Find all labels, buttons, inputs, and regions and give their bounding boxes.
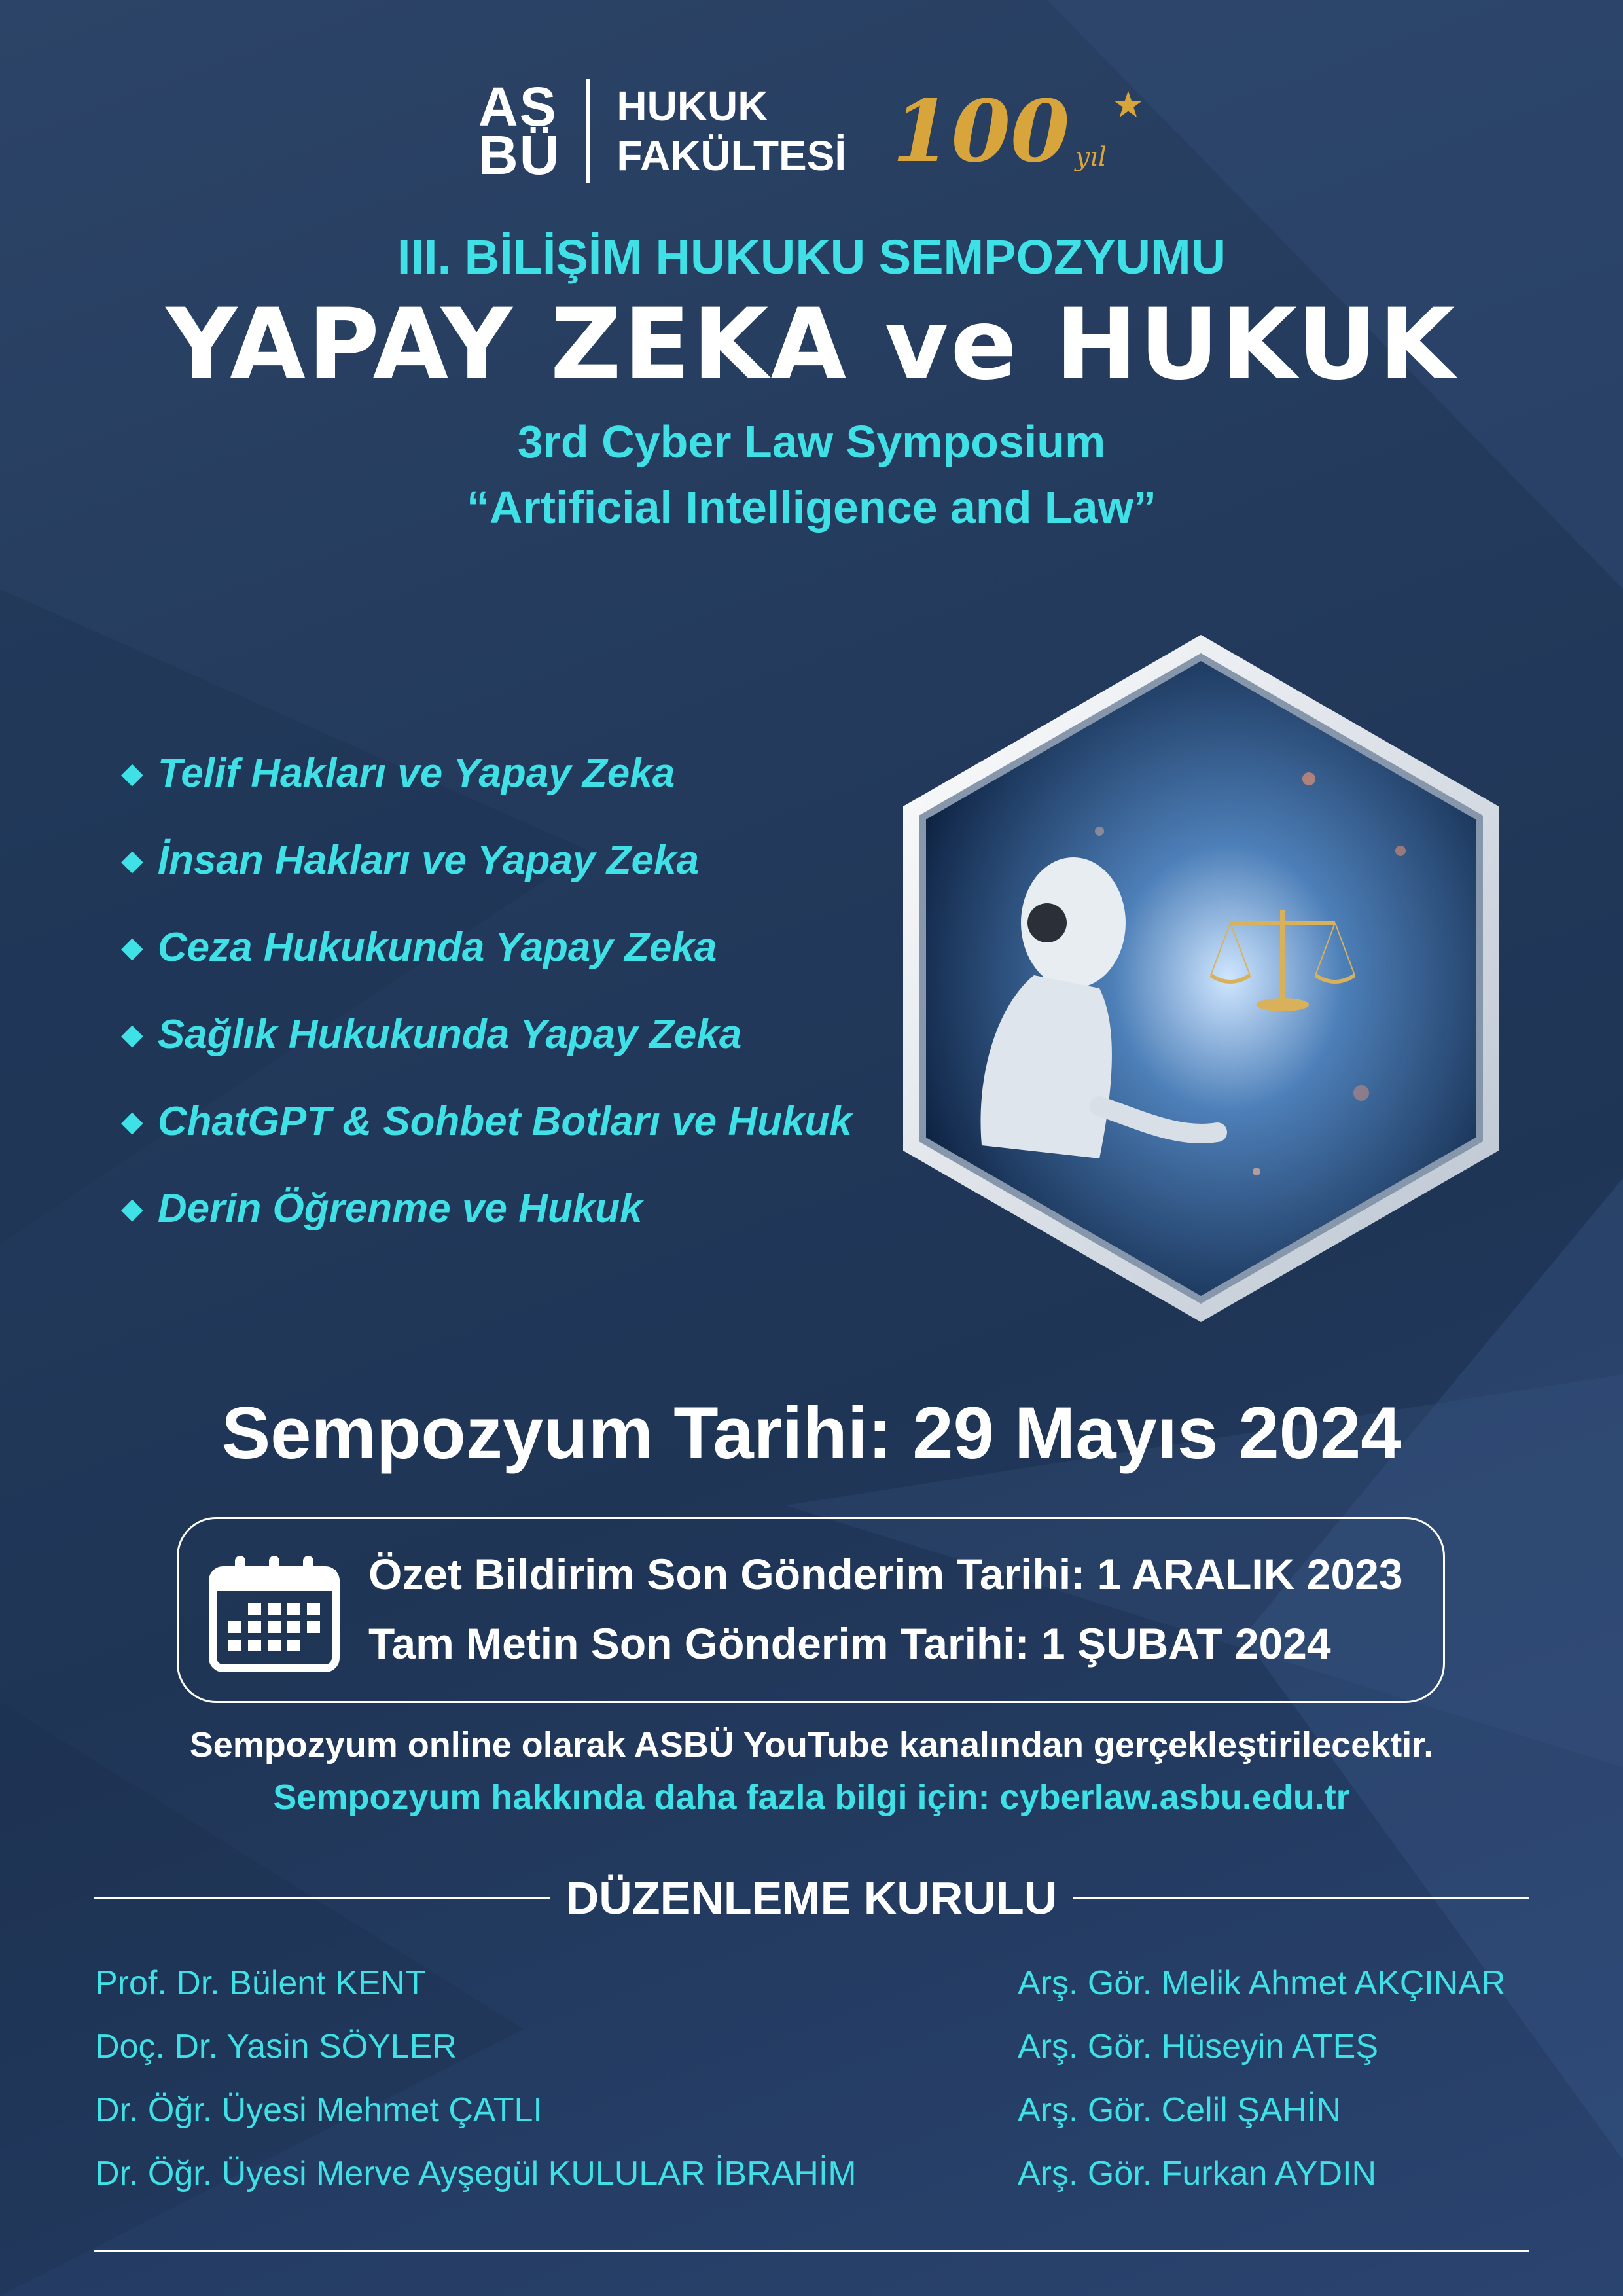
committee-header <box>94 1872 1529 1924</box>
bottom-divider <box>94 2250 1529 2252</box>
main-title: YAPAY ZEKA ve HUKUK <box>166 288 1457 402</box>
committee-member: Prof. Dr. Bülent KENT <box>95 1964 426 2002</box>
committee-title: DÜZENLEME KURULU <box>565 1873 1058 1924</box>
logo-row <box>0 76 1623 186</box>
online-notice: Sempozyum online olarak ASBÜ YouTube kanalından gerçekleştirilecektir. <box>189 1725 1434 1765</box>
topic-item <box>121 730 852 817</box>
topic-text: Ceza Hukukunda Yapay Zeka <box>157 925 717 970</box>
symposium-date: Sempozyum Tarihi: 29 Mayıs 2024 <box>221 1392 1402 1474</box>
committee-left-column <box>95 1964 857 2217</box>
star-icon: ★ <box>1111 84 1145 125</box>
faculty-name <box>616 81 846 181</box>
logo-divider <box>586 79 590 183</box>
symposium-subtitle: III. BİLİŞİM HUKUKU SEMPOZYUMU <box>397 230 1226 284</box>
committee-member: Arş. Gör. Furkan AYDIN <box>1018 2155 1377 2193</box>
diamond-bullet-icon: ◆ <box>121 757 143 789</box>
committee-member: Arş. Gör. Melik Ahmet AKÇINAR <box>1018 1964 1506 2002</box>
full-text-deadline: Tam Metin Son Gönderim Tarihi: 1 ŞUBAT 2024 <box>368 1619 1331 1668</box>
asbu-logo-line2: BÜ <box>478 124 561 186</box>
asbu-logo <box>478 76 561 186</box>
topics-list <box>121 730 852 1252</box>
topic-item <box>121 1165 852 1252</box>
topic-text: Telif Hakları ve Yapay Zeka <box>157 751 675 796</box>
topic-text: İnsan Hakları ve Yapay Zeka <box>157 838 700 883</box>
anniversary-logo <box>892 81 1145 181</box>
divider <box>94 1897 550 1899</box>
topic-item <box>121 904 852 991</box>
deadlines-box <box>177 1517 1445 1703</box>
english-subtitle: 3rd Cyber Law Symposium <box>517 416 1106 467</box>
committee-member: Doç. Dr. Yasin SÖYLER <box>95 2028 457 2066</box>
faculty-name-line1: HUKUK <box>616 82 768 130</box>
diamond-bullet-icon: ◆ <box>121 1018 143 1050</box>
topic-text: Sağlık Hukukunda Yapay Zeka <box>157 1012 742 1057</box>
english-theme: “Artificial Intelligence and Law” <box>466 482 1157 533</box>
asbu-logo-line1: AS <box>478 76 558 137</box>
abstract-deadline: Özet Bildirim Son Gönderim Tarihi: 1 ARALIK 2023 <box>368 1550 1403 1598</box>
committee-member: Arş. Gör. Hüseyin ATEŞ <box>1018 2028 1379 2066</box>
calendar-icon <box>209 1552 340 1672</box>
diamond-bullet-icon: ◆ <box>121 1193 143 1225</box>
diamond-bullet-icon: ◆ <box>121 844 143 876</box>
topic-text: ChatGPT & Sohbet Botları ve Hukuk <box>157 1099 852 1144</box>
anniversary-number: 100 <box>892 81 1070 181</box>
committee-member: Arş. Gör. Celil ŞAHİN <box>1018 2091 1342 2129</box>
topic-item <box>121 991 852 1078</box>
topic-text: Derin Öğrenme ve Hukuk <box>157 1186 643 1231</box>
divider <box>1073 1897 1529 1899</box>
robot-scales-image <box>903 635 1499 1322</box>
diamond-bullet-icon: ◆ <box>121 1105 143 1138</box>
diamond-bullet-icon: ◆ <box>121 931 143 963</box>
faculty-name-line2: FAKÜLTESİ <box>616 132 847 179</box>
topic-item <box>121 817 852 904</box>
committee-member: Dr. Öğr. Üyesi Merve Ayşegül KULULAR İBRAHİM <box>95 2155 857 2193</box>
more-info: Sempozyum hakkında daha fazla bilgi için: cyberlaw.asbu.edu.tr <box>273 1778 1350 1817</box>
committee-right-column <box>1018 1964 1506 2217</box>
committee-member: Dr. Öğr. Üyesi Mehmet ÇATLI <box>95 2091 543 2129</box>
topic-item <box>121 1078 852 1165</box>
anniversary-word: yıl <box>1075 142 1107 172</box>
